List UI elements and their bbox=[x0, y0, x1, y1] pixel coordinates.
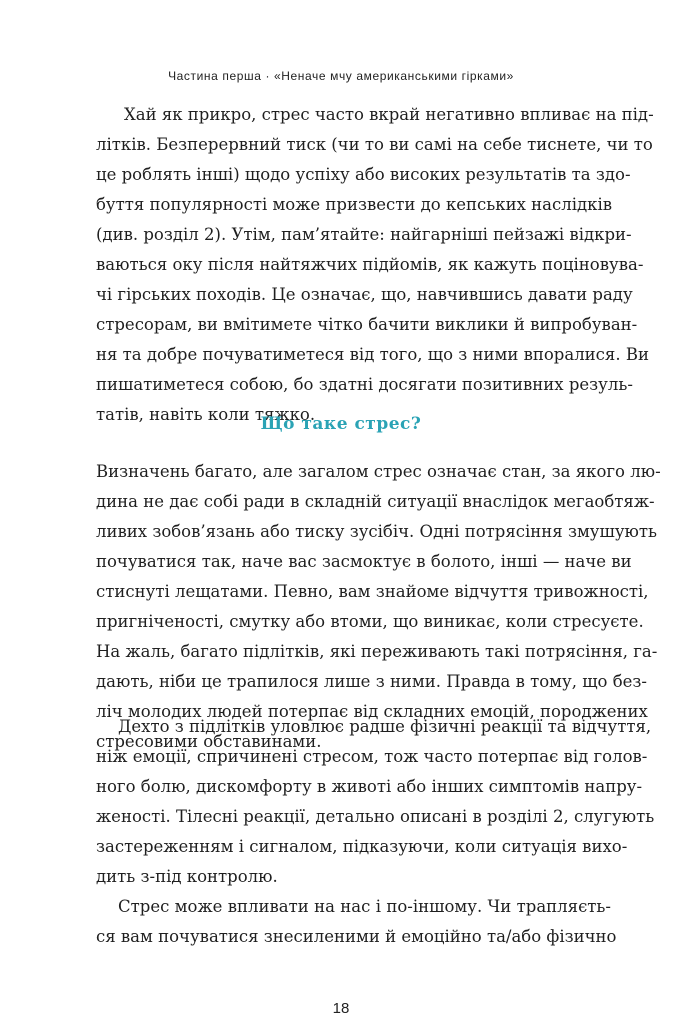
text-line: ся вам почуватися знесиленими й емоційно та/або фізично bbox=[96, 927, 617, 946]
text-line: татів, навіть коли тяжко. bbox=[96, 405, 316, 424]
text-line: женості. Тілесні реакції, детально описані в розділі 2, слугують bbox=[96, 807, 655, 826]
text-line: ня та добре почуватиметеся від того, що з ними впоралися. Ви bbox=[96, 345, 649, 364]
text-line: стресорам, ви вмітимете чітко бачити виклики й випробуван- bbox=[96, 315, 638, 334]
text-line: ливих зобов’язань або тиску зусібіч. Одні потрясіння змушують bbox=[96, 522, 658, 541]
text-line: На жаль, багато підлітків, які переживають такі потрясіння, га- bbox=[96, 642, 658, 661]
text-line: пригніченості, смутку або втоми, що виникає, коли стресуєте. bbox=[96, 612, 644, 631]
text-line: (див. розділ 2). Утім, пам’ятайте: найгарніші пейзажі відкри- bbox=[96, 225, 632, 244]
text-line: ліч молодих людей потерпає від складних емоцій, породжених bbox=[96, 702, 648, 721]
text-line: пишатиметеся собою, бо здатні досягати позитивних резуль- bbox=[96, 375, 633, 394]
text-line: дають, ніби це трапилося лише з ними. Правда в тому, що без- bbox=[96, 672, 647, 691]
text-line: літків. Безперервний тиск (чи то ви самі на себе тиснете, чи то bbox=[96, 135, 653, 154]
text-line: почуватися так, наче вас засмоктує в болото, інші — наче ви bbox=[96, 552, 632, 571]
page-number: 18 bbox=[332, 1000, 350, 1017]
text-line: ного болю, дискомфорту в животі або інших симптомів напру- bbox=[96, 777, 643, 796]
text-line: це роблять інші) щодо успіху або високих результатів та здо- bbox=[96, 165, 631, 184]
text-line: дить з-під контролю. bbox=[96, 867, 278, 886]
text-line: дина не дає собі ради в складній ситуації внаслідок мегаобтяж- bbox=[96, 492, 655, 511]
section-heading: Що таке стрес? bbox=[260, 414, 422, 434]
text-line: Стрес може впливати на нас і по-іншому. Чи трапляєть- bbox=[118, 897, 611, 916]
text-line: чі гірських походів. Це означає, що, навчившись давати раду bbox=[96, 285, 633, 304]
text-line: буття популярності може призвести до кепських наслідків bbox=[96, 195, 613, 214]
text-line: застереженням і сигналом, підказуючи, коли ситуація вихо- bbox=[96, 837, 628, 856]
text-line: Хай як прикро, стрес часто вкрай негативно впливає на під- bbox=[124, 105, 654, 124]
text-line: Визначень багато, але загалом стрес означає стан, за якого лю- bbox=[96, 462, 661, 481]
text-line: ваються оку після найтяжчих підйомів, як кажуть поціновува- bbox=[96, 255, 644, 274]
text-line: Дехто з підлітків уловлює радше фізичні реакції та відчуття, bbox=[118, 717, 652, 736]
text-line: ніж емоції, спричинені стресом, тож часто потерпає від голов- bbox=[96, 747, 648, 766]
text-line: стресовими обставинами. bbox=[96, 732, 322, 751]
text-line: стиснуті лещатами. Певно, вам знайоме відчуття тривожності, bbox=[96, 582, 649, 601]
running-header: Частина перша · «Неначе мчу американськими гірками» bbox=[168, 69, 514, 83]
